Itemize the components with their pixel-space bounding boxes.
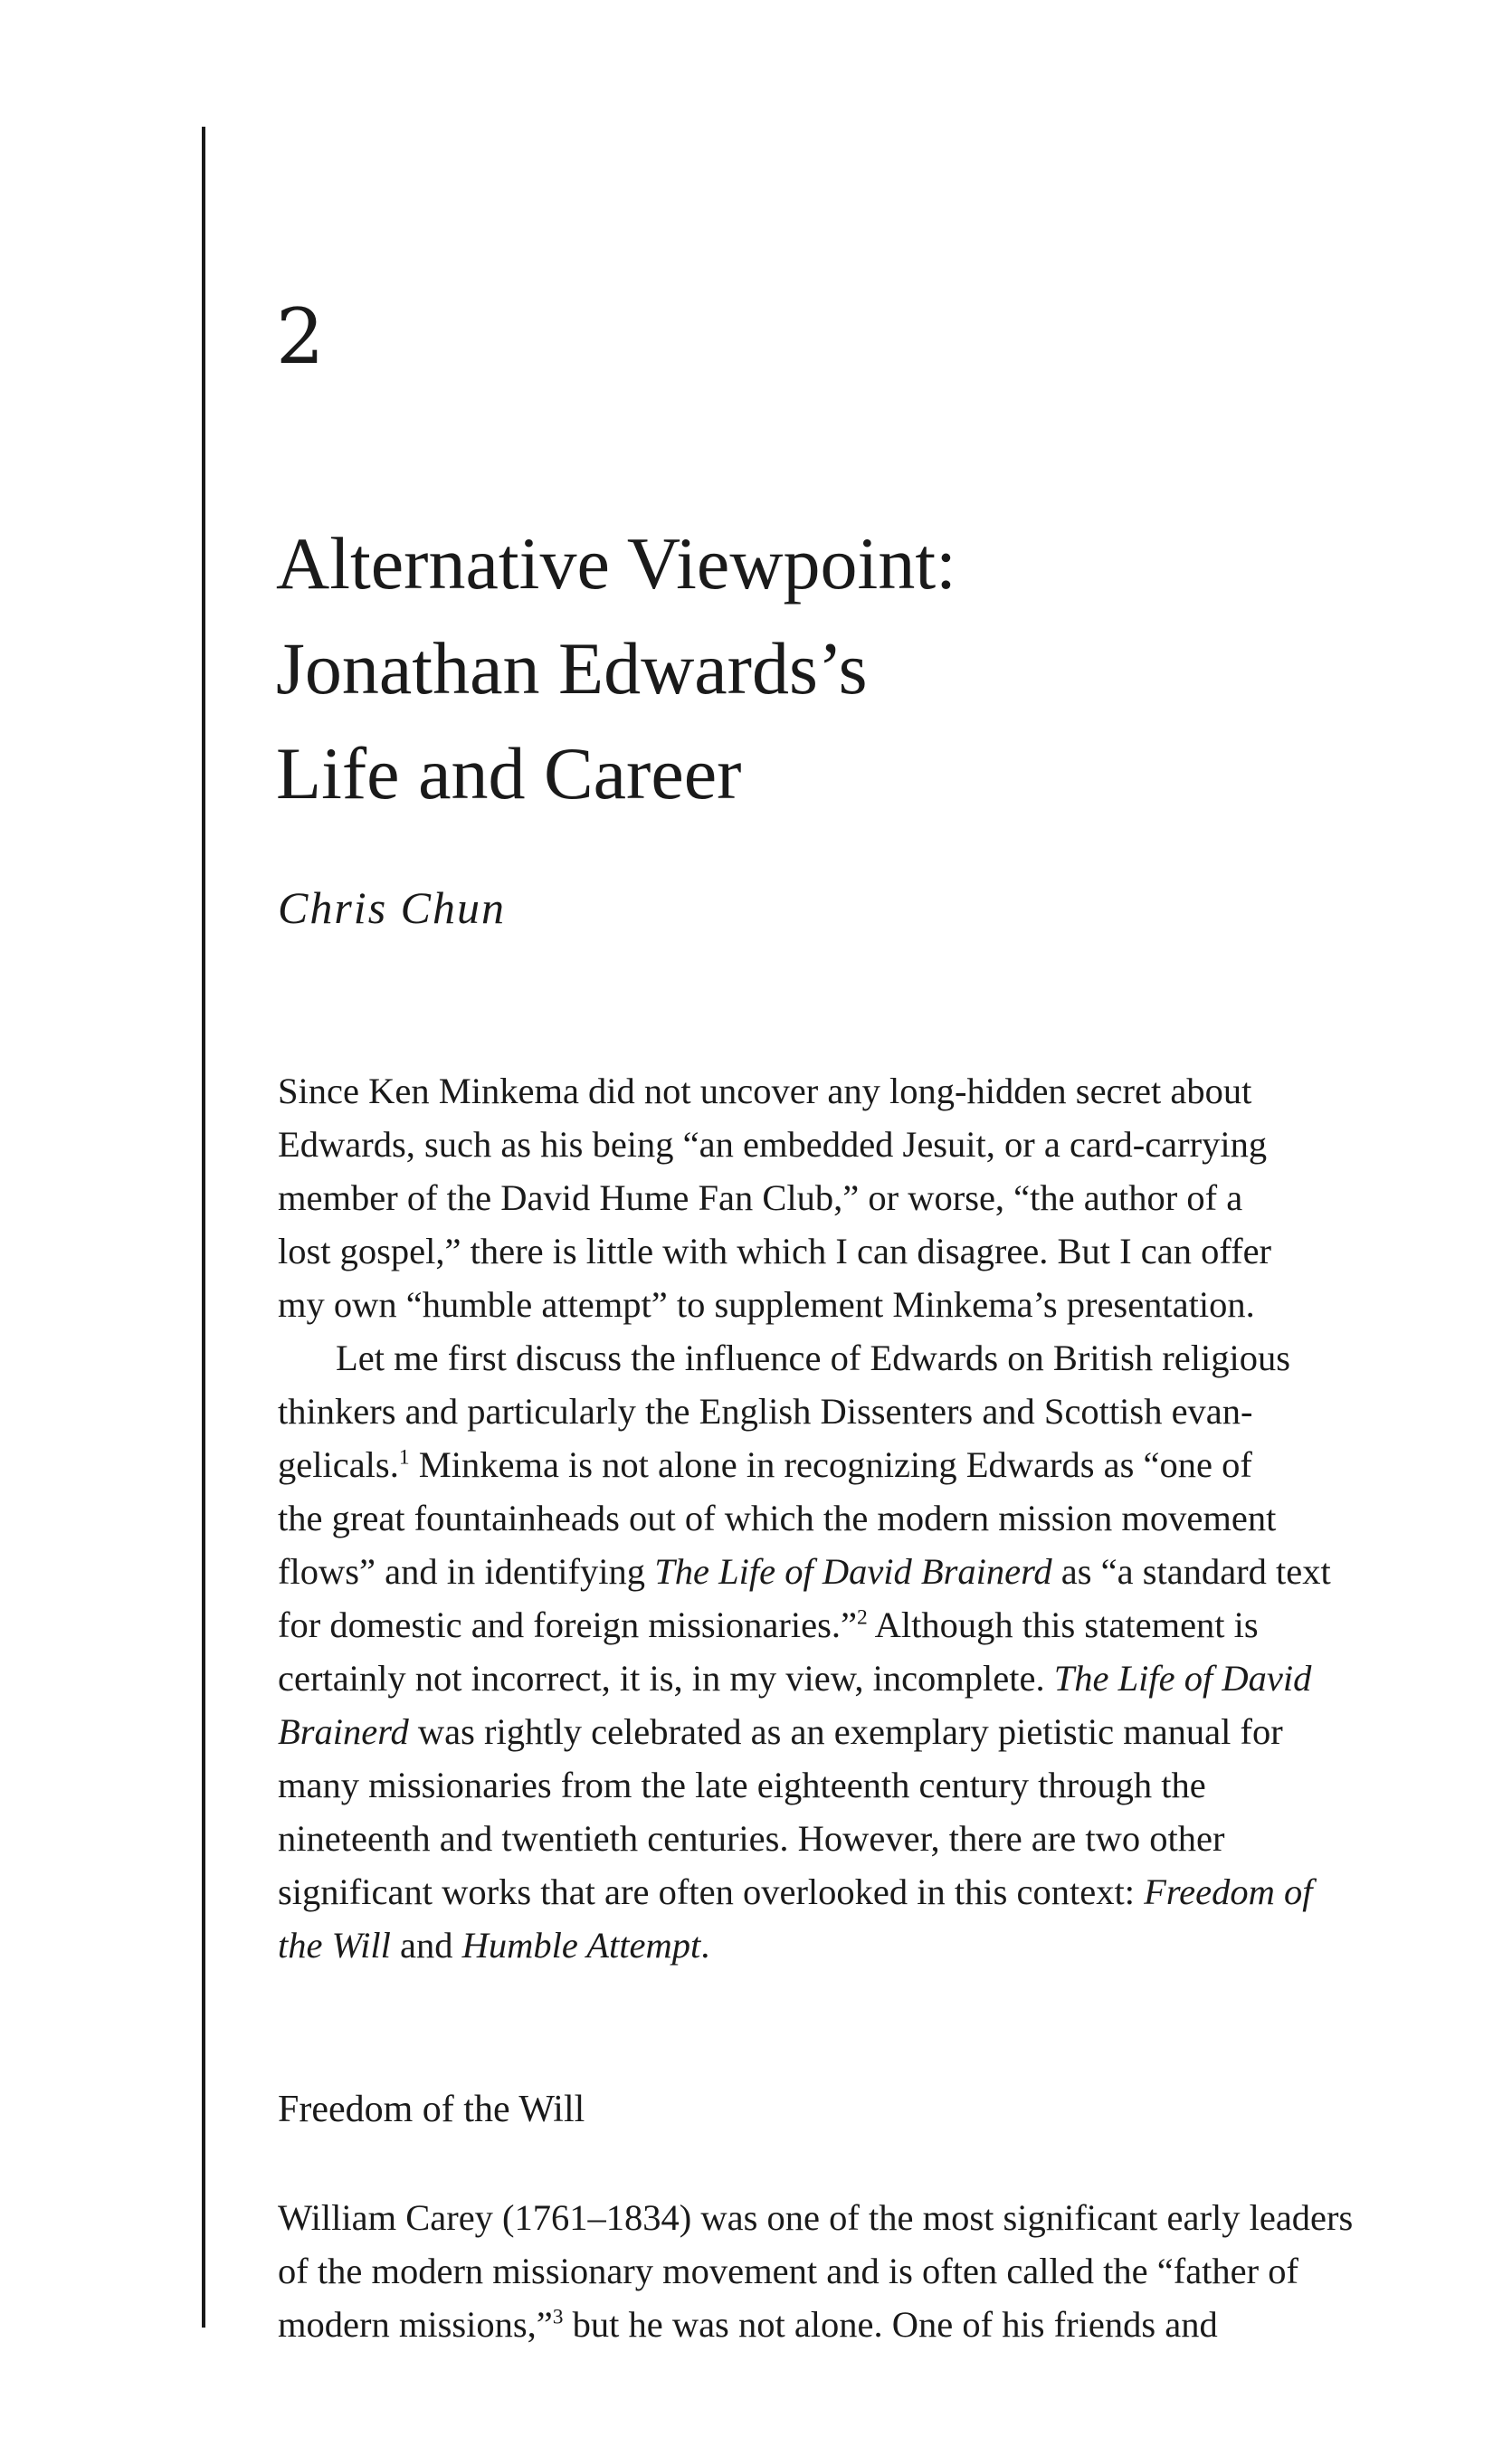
text-run: as “a standard text xyxy=(1051,1551,1331,1592)
chapter-title-line: Alternative Viewpoint: xyxy=(276,522,956,605)
paragraph-carey xyxy=(278,2191,1391,2351)
margin-rule xyxy=(202,127,205,2328)
book-title: Brainerd xyxy=(278,1711,409,1752)
chapter-title xyxy=(276,511,1362,826)
text-line: Let me first discuss the influence of Edwards on British religious xyxy=(336,1338,1291,1378)
author-name: Chris Chun xyxy=(278,882,507,933)
chapter-number: 2 xyxy=(276,292,325,381)
book-title: the Will xyxy=(278,1925,391,1966)
text-line: Edwards, such as his being “an embedded Jesuit, or a card-carrying xyxy=(278,1124,1268,1165)
text-line xyxy=(278,1865,1391,1919)
text-run: but he was not alone. One of his friends and xyxy=(563,2304,1218,2345)
text-run: gelicals. xyxy=(278,1444,399,1485)
book-title: Humble Attempt xyxy=(461,1925,701,1966)
chapter-title-line: Life and Career xyxy=(276,732,742,814)
footnote-ref-3: 3 xyxy=(552,2305,564,2329)
book-title: The Life of David Brainerd xyxy=(654,1551,1052,1592)
footnote-ref-1: 1 xyxy=(398,1445,410,1470)
book-title: Freedom of xyxy=(1144,1871,1313,1912)
text-run: certainly not incorrect, it is, in my view, incomplete. xyxy=(278,1658,1054,1699)
text-line: nineteenth and twentieth centuries. However, there are two other xyxy=(278,1818,1225,1859)
text-line: of the modern missionary movement and is often called the “father of xyxy=(278,2251,1299,2291)
text-run: Minkema is not alone in recognizing Edwards as “one of xyxy=(409,1444,1252,1485)
text-line xyxy=(278,1438,1391,1491)
text-line xyxy=(278,1598,1391,1652)
text-run: significant works that are often overlooked in this context: xyxy=(278,1871,1145,1912)
text-line: the great fountainheads out of which the modern mission movement xyxy=(278,1498,1277,1538)
text-line: lost gospel,” there is little with which I can disagree. But I can offer xyxy=(278,1231,1272,1271)
text-run: Although this statement is xyxy=(867,1604,1259,1645)
text-line xyxy=(278,1652,1391,1705)
text-line xyxy=(278,1705,1391,1758)
text-run: flows” and in identifying xyxy=(278,1551,655,1592)
book-title: The Life of David xyxy=(1053,1658,1312,1699)
text-line: William Carey (1761–1834) was one of the most significant early leaders xyxy=(278,2197,1354,2238)
text-line: my own “humble attempt” to supplement Minkema’s presentation. xyxy=(278,1284,1255,1325)
paragraph-influence xyxy=(278,1331,1391,1972)
chapter-title-line: Jonathan Edwards’s xyxy=(276,627,868,709)
text-run: and xyxy=(390,1925,462,1966)
paragraph-intro xyxy=(278,1064,1391,1331)
section-heading: Freedom of the Will xyxy=(278,2089,585,2130)
text-line: Since Ken Minkema did not uncover any long-hidden secret about xyxy=(278,1071,1252,1111)
text-line: many missionaries from the late eighteenth century through the xyxy=(278,1765,1206,1805)
text-run: was rightly celebrated as an exemplary pietistic manual for xyxy=(408,1711,1283,1752)
text-run: modern missions,” xyxy=(278,2304,553,2345)
text-line xyxy=(278,1919,1391,1972)
text-line xyxy=(278,2298,1391,2351)
text-line xyxy=(278,1545,1391,1598)
footnote-ref-2: 2 xyxy=(856,1605,868,1630)
text-run: . xyxy=(700,1925,710,1966)
text-run: for domestic and foreign missionaries.” xyxy=(278,1604,857,1645)
text-line: member of the David Hume Fan Club,” or worse, “the author of a xyxy=(278,1177,1243,1218)
text-line: thinkers and particularly the English Dissenters and Scottish evan- xyxy=(278,1391,1253,1432)
